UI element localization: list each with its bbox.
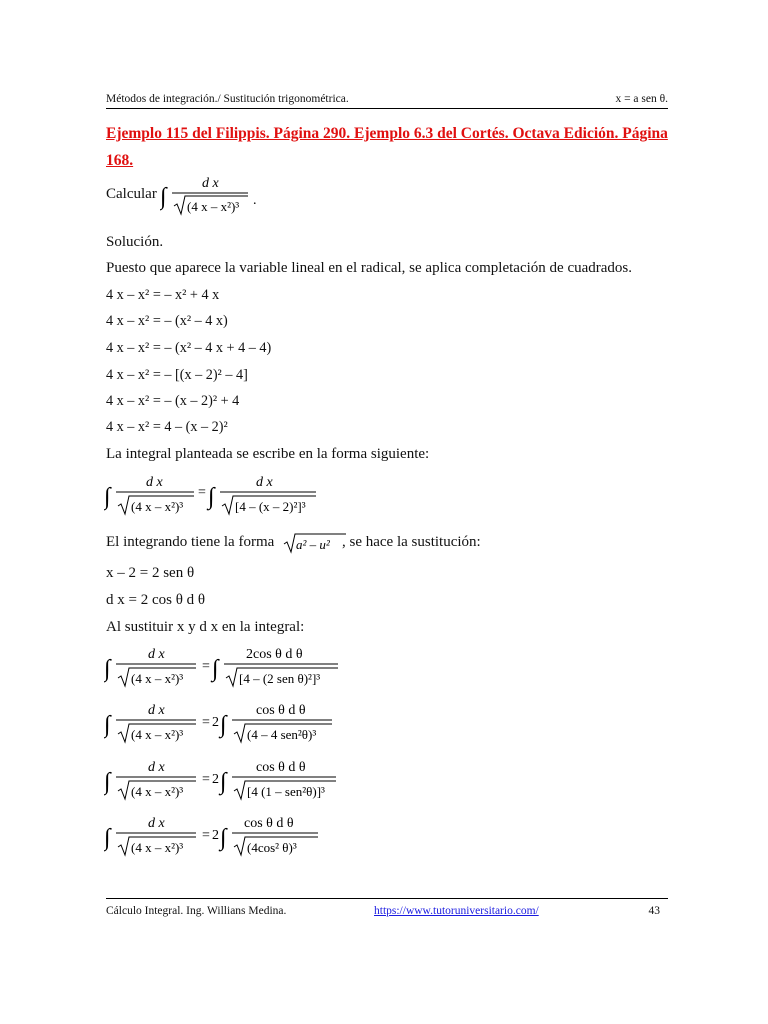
header-right: x = a sen θ. (615, 93, 668, 105)
svg-text:(4 x – x²)³: (4 x – x²)³ (131, 840, 184, 855)
page-footer (106, 898, 668, 919)
calcular-label: Calcular (106, 186, 157, 202)
example-title: Ejemplo 115 del Filippis. Página 290. Ejemplo 6.3 del Cortés. Octava Edición. Página 168. (106, 125, 668, 169)
rewritten-integral (104, 472, 324, 522)
svg-text:2: 2 (212, 828, 219, 843)
form-radical (280, 530, 350, 556)
svg-text:(4 x – x²)³: (4 x – x²)³ (131, 671, 184, 686)
svg-text:=: = (198, 485, 206, 500)
substitution-2: d x = 2 cos θ d θ (106, 592, 206, 608)
svg-text:∫: ∫ (104, 656, 111, 682)
svg-text:∫: ∫ (104, 484, 111, 510)
equation-4 (104, 813, 344, 863)
svg-text:∫: ∫ (220, 712, 227, 738)
svg-text:2cos θ d θ: 2cos θ d θ (246, 647, 303, 662)
sustituir-text: Al sustituir x y d x en la integral: (106, 619, 305, 635)
svg-text:d x: d x (148, 760, 165, 775)
step-4: 4 x – x² = – [(x – 2)² – 4] (106, 367, 248, 383)
svg-text:=: = (202, 715, 210, 730)
equation-2 (104, 700, 344, 750)
integrando-text-a: El integrando tiene la forma (106, 534, 275, 550)
svg-text:cos θ d θ: cos θ d θ (244, 816, 294, 831)
forma-text: La integral planteada se escribe en la forma siguiente: (106, 446, 430, 462)
svg-text:cos θ d θ: cos θ d θ (256, 703, 306, 718)
svg-text:(4 x – x²)³: (4 x – x²)³ (131, 784, 184, 799)
svg-text:d x: d x (146, 475, 163, 490)
svg-text:[4 – (x – 2)²]³: [4 – (x – 2)²]³ (235, 499, 306, 514)
header-left: Métodos de integración./ Sustitución trigonométrica. (106, 93, 349, 105)
page-header (106, 92, 668, 109)
svg-text:∫: ∫ (220, 825, 227, 851)
svg-text:∫: ∫ (104, 712, 111, 738)
equation-3 (104, 757, 344, 807)
step-1: 4 x – x² = – x² + 4 x (106, 287, 220, 303)
svg-text:d x: d x (148, 647, 165, 662)
svg-text:d x: d x (256, 475, 273, 490)
step-5: 4 x – x² = – (x – 2)² + 4 (106, 393, 240, 409)
footer-link[interactable]: https://www.tutoruniversitario.com/ (374, 905, 539, 917)
svg-text:2: 2 (212, 772, 219, 787)
svg-text:(4 x – x²)³: (4 x – x²)³ (131, 499, 184, 514)
svg-text:(4 x – x²)³: (4 x – x²)³ (187, 199, 240, 214)
svg-text:[4 (1 – sen²θ)]³: [4 (1 – sen²θ)]³ (247, 784, 325, 799)
svg-text:d x: d x (202, 176, 219, 191)
svg-text:(4cos² θ)³: (4cos² θ)³ (247, 840, 297, 855)
svg-text:d x: d x (148, 816, 165, 831)
step-3: 4 x – x² = – (x² – 4 x + 4 – 4) (106, 340, 272, 356)
svg-text:∫: ∫ (104, 825, 111, 851)
substitution-1: x – 2 = 2 sen θ (106, 565, 195, 581)
footer-author: Cálculo Integral. Ing. Willians Medina. (106, 905, 287, 917)
svg-text:[4 – (2 sen θ)²]³: [4 – (2 sen θ)²]³ (239, 671, 321, 686)
svg-text:∫: ∫ (212, 656, 219, 682)
svg-text:(4 x – x²)³: (4 x – x²)³ (131, 727, 184, 742)
svg-text:=: = (202, 828, 210, 843)
intro-text: Puesto que aparece la variable lineal en el radical, se aplica completación de cuadrados. (106, 260, 632, 276)
step-6: 4 x – x² = 4 – (x – 2)² (106, 419, 228, 435)
integrando-text-b: , se hace la sustitución: (342, 534, 481, 550)
svg-text:∫: ∫ (104, 769, 111, 795)
svg-text:=: = (202, 772, 210, 787)
svg-text:.: . (253, 193, 257, 208)
page-number: 43 (648, 905, 660, 917)
svg-text:d x: d x (148, 703, 165, 718)
svg-text:cos θ d θ: cos θ d θ (256, 760, 306, 775)
svg-text:∫: ∫ (220, 769, 227, 795)
solucion-label: Solución. (106, 234, 164, 250)
svg-text:∫: ∫ (160, 184, 167, 210)
equation-1 (104, 644, 344, 694)
svg-text:=: = (202, 659, 210, 674)
problem-integral (160, 174, 260, 222)
svg-text:(4 – 4 sen²θ)³: (4 – 4 sen²θ)³ (247, 727, 317, 742)
svg-text:2: 2 (212, 715, 219, 730)
step-2: 4 x – x² = – (x² – 4 x) (106, 313, 228, 329)
svg-text:∫: ∫ (208, 484, 215, 510)
svg-text:a² – u²: a² – u² (296, 537, 330, 552)
